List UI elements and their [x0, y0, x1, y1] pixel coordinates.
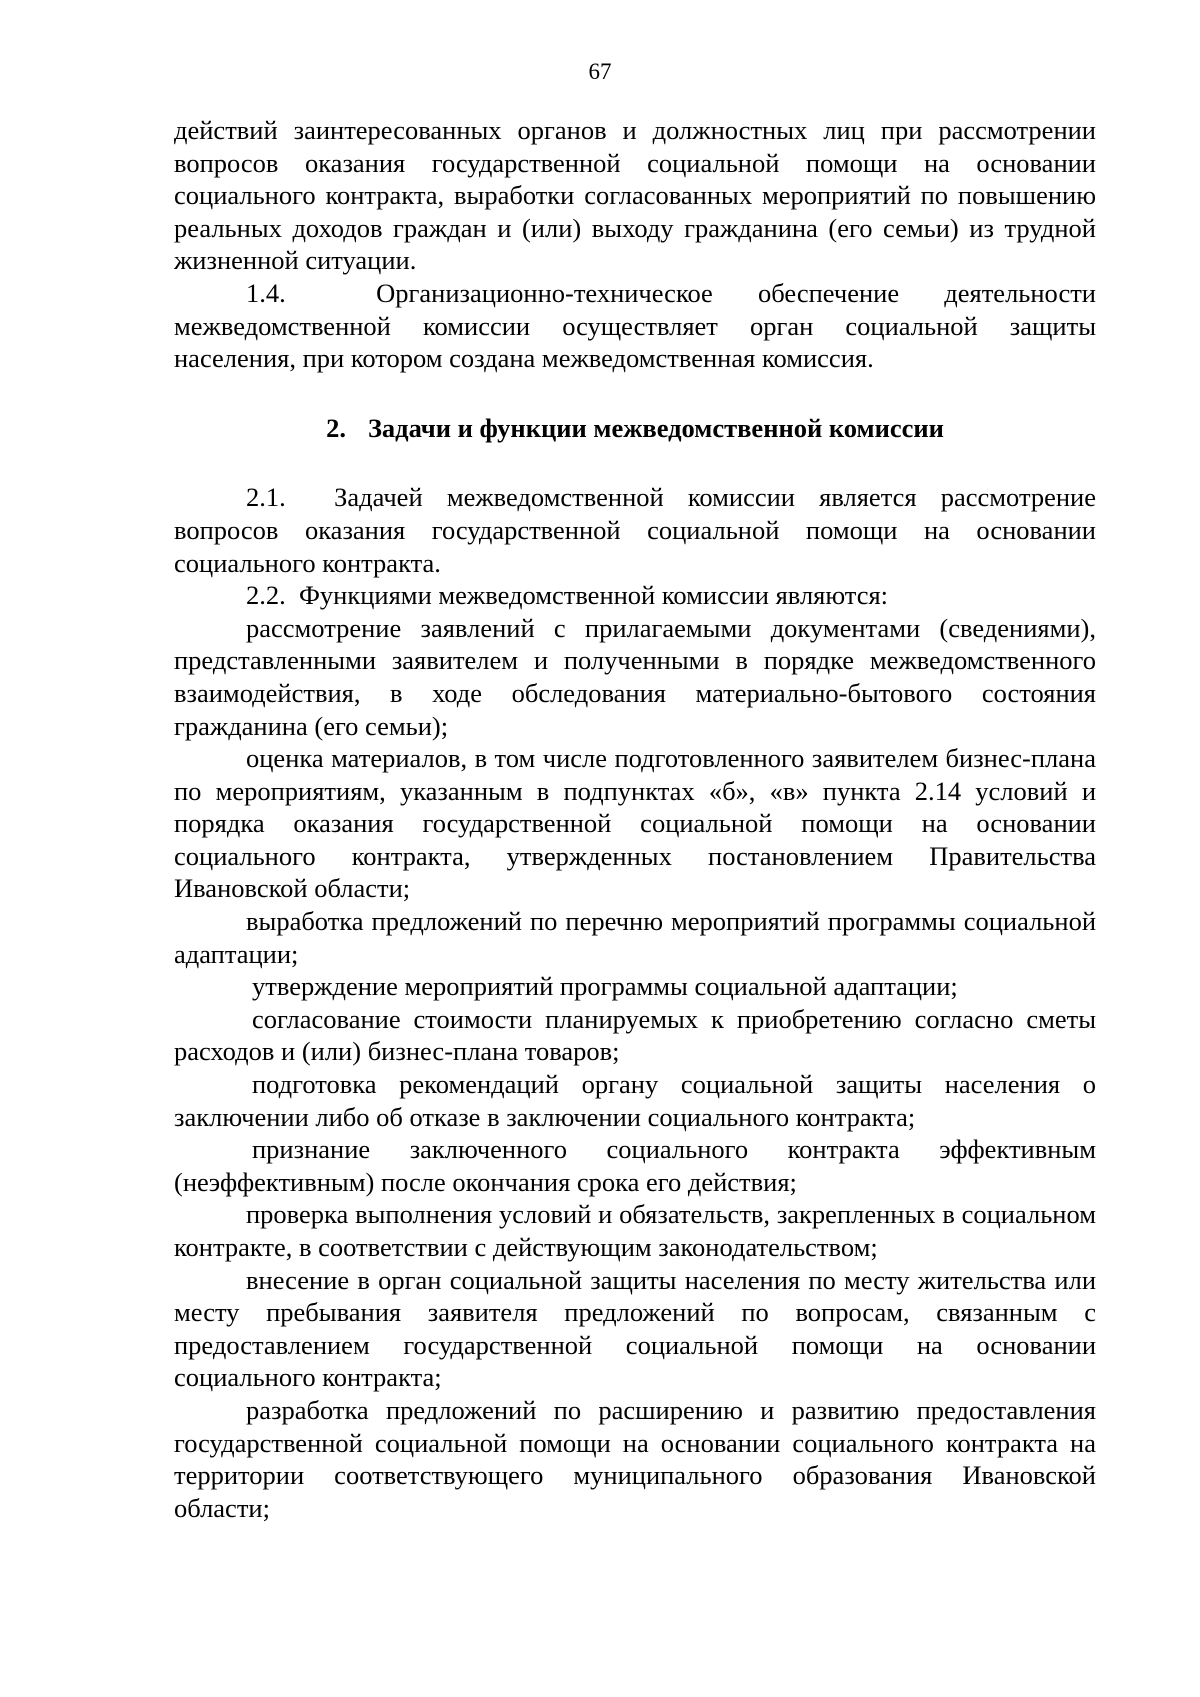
function-item: разработка предложений по расширению и развитию предоставления государственной социальной помощи на основании социального контракта на территории соответствующего муниципального образования Ивановской области; — [174, 1394, 1096, 1523]
section-number: 2. — [326, 412, 346, 443]
function-item: утверждение мероприятий программы социальной адаптации; — [252, 971, 958, 1002]
function-item: выработка предложений по перечню мероприятий программы социальной адаптации; — [174, 906, 1096, 969]
function-item: согласование стоимости планируемых к приобретению согласно сметы расходов и (или) бизнес-плана товаров; — [174, 1003, 1096, 1067]
function-item: подготовка рекомендаций органу социальной защиты населения о заключении либо об отказе в заключении социального контракта; — [174, 1069, 1096, 1132]
page-number: 67 — [588, 59, 612, 84]
paragraph-item-2-2: 2.2. Функциями межведомственной комиссии являются: — [246, 580, 889, 611]
function-item: оценка материалов, в том числе подготовленного заявителем бизнес-плана по мероприятиям, указанным в подпунктах «б», «в» пункта 2.14 условий и порядка оказания государственной социальной помощи на основании социального контракта, утвержденных постановлением Правительства Ивановской области; — [174, 743, 1096, 904]
paragraph-item-1-4: 1.4. Организационно-техническое обеспечение деятельности межведомственной комиссии осуществляет орган социальной защиты населения, при котором создана межведомственная комиссия. — [174, 277, 1096, 374]
section-heading — [174, 412, 1096, 445]
function-item: признание заключенного социального контракта эффективным (неэффективным) после окончания срока его действия; — [174, 1134, 1096, 1197]
function-item: рассмотрение заявлений с прилагаемыми документами (сведениями), представленными заявителем и полученными в порядке межведомственного взаимодействия, в ходе обследования материально-бытового состояния гражданина (его семьи); — [174, 612, 1096, 741]
paragraph-item-2-1: 2.1. Задачей межведомственной комиссии является рассмотрение вопросов оказания государственной социальной помощи на основании социального контракта. — [174, 482, 1096, 578]
function-item: внесение в орган социальной защиты населения по месту жительства или месту пребывания заявителя предложений по вопросам, связанным с предоставлением государственной социальной помощи на основании социального контракта; — [174, 1264, 1096, 1393]
section-title: Задачи и функции межведомственной комиссии — [367, 412, 944, 443]
paragraph-continuation: действий заинтересованных органов и должностных лиц при рассмотрении вопросов оказания государственной социальной помощи на основании социального контракта, выработки согласованных мероприятий по повышению реальных доходов граждан и (или) выходу гражданина (его семьи) из трудной жизненной ситуации. — [174, 115, 1096, 276]
function-item: проверка выполнения условий и обязательств, закрепленных в социальном контракте, в соответствии с действующим законодательством; — [174, 1199, 1096, 1262]
document-body — [174, 114, 1096, 1524]
